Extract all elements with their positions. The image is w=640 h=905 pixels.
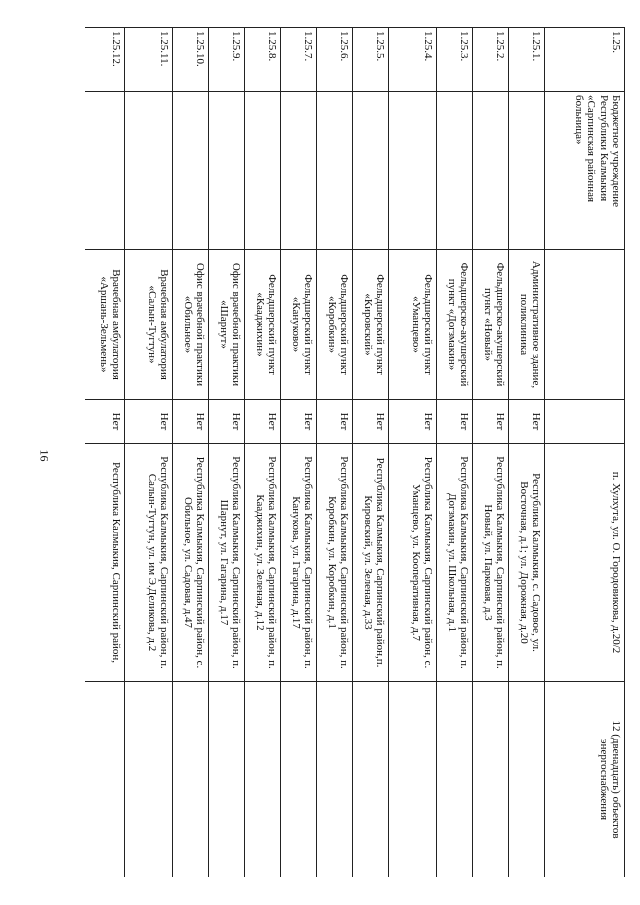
table-row [245, 28, 281, 878]
count-cell [125, 682, 173, 878]
organization-cell [473, 92, 509, 250]
object-name-cell: Фельдшерский пункт «Кировский» [353, 250, 389, 400]
count-cell [317, 682, 353, 878]
object-name-cell [545, 250, 625, 400]
organization-cell [281, 92, 317, 250]
flag-cell: Нет [509, 400, 545, 444]
row-number-cell: 1.25.6. [317, 28, 353, 92]
row-number-cell: 1.25.10. [173, 28, 209, 92]
flag-cell: Нет [317, 400, 353, 444]
organization-cell [209, 92, 245, 250]
organization-cell [437, 92, 473, 250]
row-number-cell: 1.25.8. [245, 28, 281, 92]
count-cell [245, 682, 281, 878]
table-row [209, 28, 245, 878]
row-number-cell: 1.25.7. [281, 28, 317, 92]
flag-cell: Нет [389, 400, 437, 444]
organization-cell: Бюджетное учреждение Республики Калмыкия «Сарпинская районная больница» [545, 92, 625, 250]
organization-cell [85, 92, 125, 250]
count-cell [353, 682, 389, 878]
address-cell: Республика Калмыкия, Сарпинский район, с. Обильное, ул. Садовая, д.47 [173, 444, 209, 682]
flag-cell: Нет [85, 400, 125, 444]
object-name-cell: Фельдшерский пункт «Кануково» [281, 250, 317, 400]
table-row [509, 28, 545, 878]
organization-cell [125, 92, 173, 250]
count-cell [209, 682, 245, 878]
row-number-cell: 1.25.11. [125, 28, 173, 92]
table-row [85, 28, 125, 878]
table-row [389, 28, 437, 878]
flag-cell: Нет [437, 400, 473, 444]
address-cell: Республика Калмыкия, с. Садовое, ул. Восточная, д.1; ул. Дорожная, д.20 [509, 444, 545, 682]
row-number-cell: 1.25. [545, 28, 625, 92]
table-row [281, 28, 317, 878]
object-name-cell: Офис врачебной практики «Шарнут» [209, 250, 245, 400]
address-cell: Республика Калмыкия, Сарпинский район, п. Новый, ул. Парковая, д.3 [473, 444, 509, 682]
address-cell: Республика Калмыкия, Сарпинский район, п. Салын-Тугтун, ул. им Э.Деликова, д.2 [125, 444, 173, 682]
flag-cell: Нет [281, 400, 317, 444]
object-name-cell: Фельдшерский пункт «Уманцево» [389, 250, 437, 400]
object-name-cell: Фельдшерский пункт «Коробкин» [317, 250, 353, 400]
table-row [125, 28, 173, 878]
address-cell: Республика Калмыкия, Сарпинский район, с. Уманцево, ул. Кооперативная, д.7 [389, 444, 437, 682]
address-cell: Республика Калмыкия, Сарпинский район, [85, 444, 125, 682]
object-name-cell: Офис врачебной практики «Обильное» [173, 250, 209, 400]
count-cell [473, 682, 509, 878]
organization-cell [245, 92, 281, 250]
row-number-cell: 1.25.2. [473, 28, 509, 92]
count-cell [437, 682, 473, 878]
flag-cell: Нет [353, 400, 389, 444]
table-row [353, 28, 389, 878]
organization-cell [509, 92, 545, 250]
count-cell [173, 682, 209, 878]
flag-cell: Нет [245, 400, 281, 444]
table-row [473, 28, 509, 878]
objects-table-body [85, 28, 625, 878]
count-cell [85, 682, 125, 878]
page-number: 16 [37, 449, 52, 462]
organization-cell [353, 92, 389, 250]
object-name-cell: Врачебная амбулатория «Салын-Тугтун» [125, 250, 173, 400]
object-name-cell: Фельдшерско-акушерский пункт «Догзмакин» [437, 250, 473, 400]
object-name-cell: Административное здание, поликлиника [509, 250, 545, 400]
objects-table [85, 27, 625, 877]
row-number-cell: 1.25.4. [389, 28, 437, 92]
flag-cell: Нет [125, 400, 173, 444]
count-cell [281, 682, 317, 878]
address-cell: Республика Калмыкия, Сарпинский район, п. Шарнут, ул. Гагарина, д.17 [209, 444, 245, 682]
flag-cell: Нет [209, 400, 245, 444]
row-number-cell: 1.25.9. [209, 28, 245, 92]
row-number-cell: 1.25.5. [353, 28, 389, 92]
address-cell: Республика Калмыкия, Сарпинский район, п. Кааджихин, ул. Зеленая, д.12 [245, 444, 281, 682]
address-cell: Республика Калмыкия, Сарпинский район, п. Догзмакин, ул. Школьная, д.1 [437, 444, 473, 682]
table-row [437, 28, 473, 878]
table-row [173, 28, 209, 878]
flag-cell: Нет [473, 400, 509, 444]
address-cell: Республика Калмыкия, Сарпинский район, п. Канукова, ул. Гагарина, д.17 [281, 444, 317, 682]
document-canvas [85, 27, 625, 877]
count-cell [509, 682, 545, 878]
row-number-cell: 1.25.1. [509, 28, 545, 92]
row-number-cell: 1.25.12. [85, 28, 125, 92]
object-name-cell: Врачебная амбулатория «Аршань-Зельмень» [85, 250, 125, 400]
flag-cell: Нет [173, 400, 209, 444]
flag-cell [545, 400, 625, 444]
address-cell: Республика Калмыкия, Сарпинский район,п. Кировский, ул. Зеленая, д.33 [353, 444, 389, 682]
address-cell: Республика Калмыкия, Сарпинский район, п. Коробкин, ул. Коробкин, д.1 [317, 444, 353, 682]
organization-cell [173, 92, 209, 250]
rotated-table-wrapper [85, 27, 625, 877]
count-cell [389, 682, 437, 878]
organization-cell [389, 92, 437, 250]
object-name-cell: Фельдшерский пункт «Кааджихин» [245, 250, 281, 400]
table-row [545, 28, 625, 878]
count-cell: 12 (двенадцать) объектов энергоснабжения [545, 682, 625, 878]
address-cell: п. Хулхута, ул. О. Городовикова, д.20/2 [545, 444, 625, 682]
object-name-cell: Фельдшерско-акушерский пункт «Новый» [473, 250, 509, 400]
row-number-cell: 1.25.3. [437, 28, 473, 92]
organization-cell [317, 92, 353, 250]
table-row [317, 28, 353, 878]
